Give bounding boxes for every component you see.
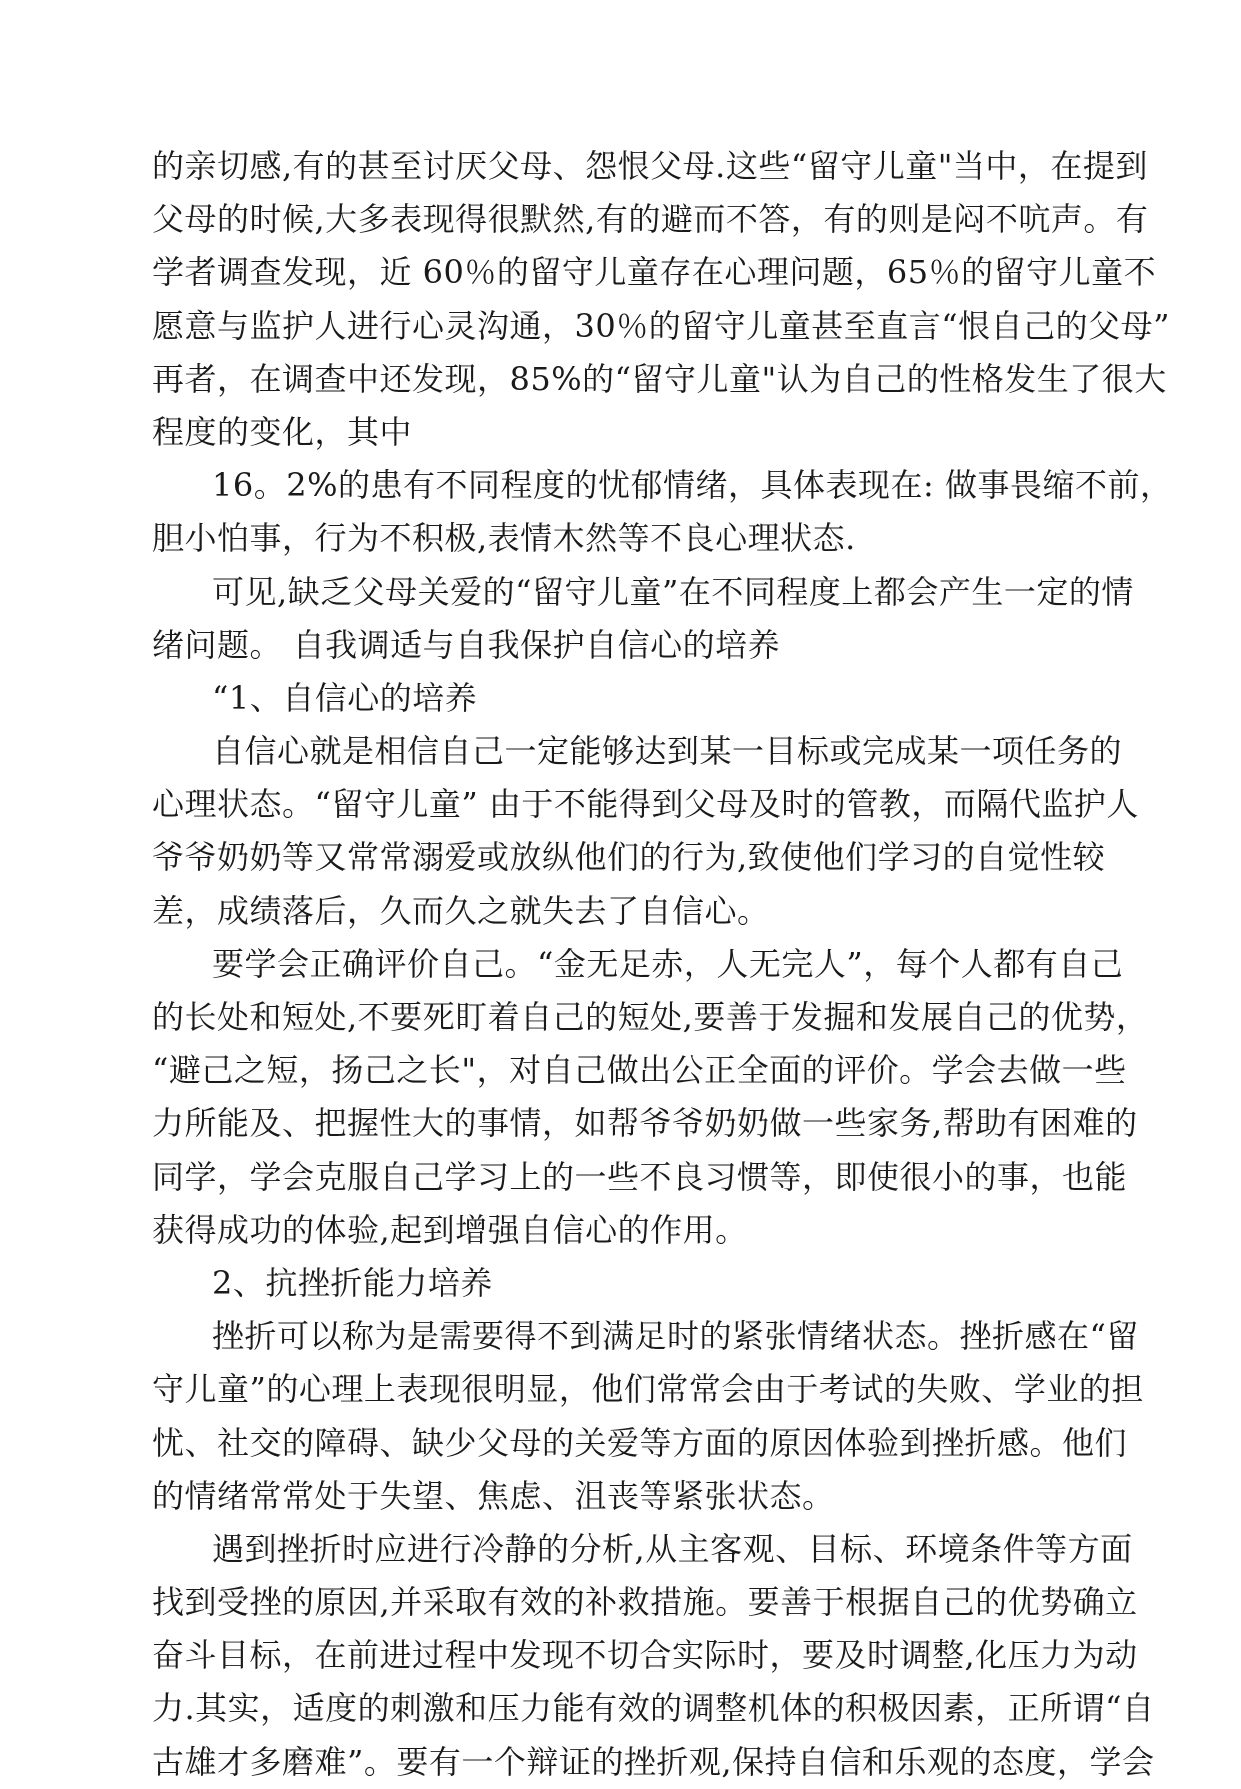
- text-line: 自信心就是相信自己一定能够达到某一目标或完成某一项任务的: [212, 732, 1123, 771]
- text-line: 找到受挫的原因,并采取有效的补救措施。要善于根据自己的优势确立: [152, 1583, 1138, 1622]
- text-line: 16。2%的患有不同程度的忧郁情绪，具体表现在: 做事畏缩不前，: [212, 466, 1173, 505]
- text-line: “避己之短，扬己之长"，对自己做出公正全面的评价。学会去做一些: [152, 1051, 1127, 1090]
- text-line: 的情绪常常处于失望、焦虑、沮丧等紧张状态。: [152, 1476, 835, 1515]
- text-line: 爷爷奶奶等又常常溺爱或放纵他们的行为,致使他们学习的自觉性较: [152, 838, 1106, 877]
- text-line: 的长处和短处,不要死盯着自己的短处,要善于发掘和发展自己的优势，: [152, 998, 1149, 1036]
- text-line: 同学，学会克服自己学习上的一些不良习惯等，即使很小的事，也能: [152, 1157, 1128, 1196]
- text-line: 忧、社交的障碍、缺少父母的关爱等方面的原因体验到挫折感。他们: [152, 1423, 1128, 1462]
- text-line: 愿意与监护人进行心灵沟通，30％的留守儿童甚至直言“恨自己的父母”: [152, 306, 1170, 345]
- text-line: 获得成功的体验,起到增强自信心的作用。: [152, 1210, 748, 1249]
- text-line: 学者调查发现，近 60％的留守儿童存在心理问题，65％的留守儿童不: [152, 253, 1157, 292]
- document-body: [152, 140, 1173, 1789]
- text-line: 父母的时候,大多表现得很默然,有的避而不答，有的则是闷不吭声。有: [152, 200, 1149, 239]
- text-line: 可见,缺乏父母关爱的“留守儿童”在不同程度上都会产生一定的情: [212, 572, 1134, 611]
- section-heading: 2、抗挫折能力培养: [212, 1263, 493, 1302]
- text-line: 古雄才多磨难”。要有一个辩证的挫折观,保持自信和乐观的态度，学会: [152, 1742, 1155, 1781]
- text-line: 要学会正确评价自己。“金无足赤，人无完人”，每个人都有自己: [212, 944, 1124, 983]
- text-line: 守儿童”的心理上表现很明显，他们常常会由于考试的失败、学业的担: [152, 1370, 1144, 1409]
- text-line: 奋斗目标，在前进过程中发现不切合实际时，要及时调整,化压力为动: [152, 1636, 1138, 1675]
- text-line: 挫折可以称为是需要得不到满足时的紧张情绪状态。挫折感在“留: [212, 1317, 1139, 1356]
- text-line: 差，成绩落后，久而久之就失去了自信心。: [152, 891, 770, 930]
- text-line: 的亲切感,有的甚至讨厌父母、怨恨父母.这些“留守儿童"当中，在提到: [152, 147, 1148, 185]
- text-line: 力所能及、把握性大的事情，如帮爷爷奶奶做一些家务,帮助有困难的: [152, 1104, 1138, 1143]
- text-line: 心理状态。“留守儿童” 由于不能得到父母及时的管教，而隔代监护人: [152, 785, 1139, 824]
- text-line: 再者，在调查中还发现，85%的“留守儿童"认为自己的性格发生了很大: [152, 359, 1167, 398]
- section-heading: “1、自信心的培养: [212, 678, 478, 717]
- text-line: 胆小怕事，行为不积极,表情木然等不良心理状态.: [152, 519, 856, 558]
- text-line: 程度的变化，其中: [152, 412, 413, 451]
- text-line: 力.其实，适度的刺激和压力能有效的调整机体的积极因素，正所谓“自: [152, 1689, 1155, 1728]
- text-line: 绪问题。 自我调适与自我保护自信心的培养: [152, 625, 781, 664]
- text-line: 遇到挫折时应进行冷静的分析,从主客观、目标、环境条件等方面: [212, 1529, 1133, 1568]
